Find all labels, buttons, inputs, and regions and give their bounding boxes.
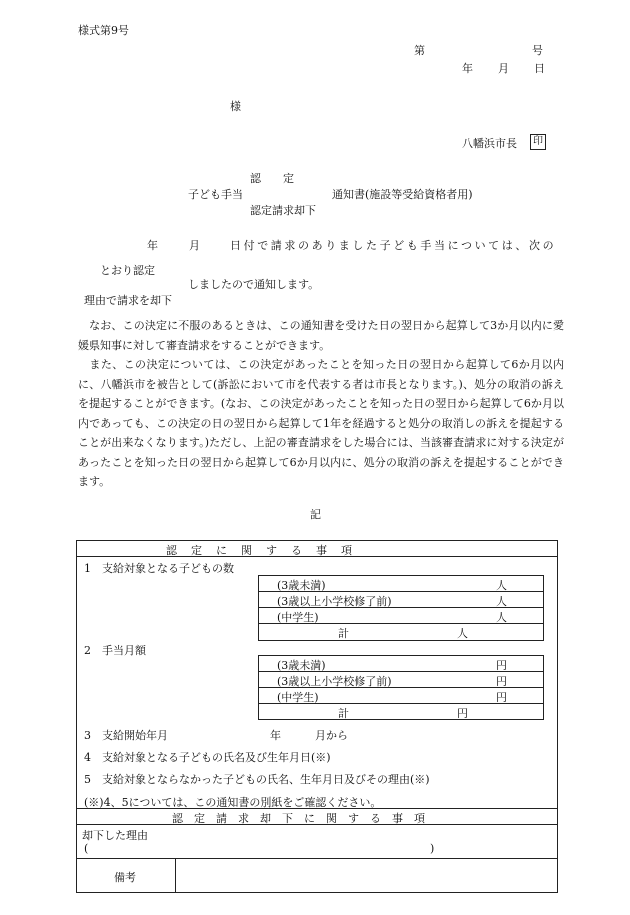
row-unit: 人	[496, 579, 507, 592]
divider	[175, 858, 176, 893]
row-label: (3歳未満)	[277, 579, 326, 592]
divider	[76, 824, 558, 825]
date-year: 年	[462, 62, 473, 75]
item-monthly-amount: 2 手当月額	[84, 644, 146, 657]
appeal-paragraph: なお、この決定に不服のあるときは、この通知書を受けた日の翌日から起算して3か月以内に愛媛県知事に対して審査請求をすることができます。	[78, 319, 564, 352]
table-row	[258, 607, 544, 624]
divider	[76, 858, 558, 859]
annex-note: (※)4、5については、この通知書の別紙をご確認ください。	[84, 796, 382, 809]
title-main-right: 通知書(施設等受給資格者用)	[332, 188, 473, 201]
table-row	[258, 575, 544, 592]
start-month: 月から	[315, 729, 348, 742]
body-year: 年	[147, 239, 158, 252]
divider	[258, 623, 544, 624]
addressee-suffix: 様	[230, 100, 241, 113]
amount-total-label: 計	[338, 707, 349, 720]
item-children-count: 1 支給対象となる子どもの数	[84, 562, 234, 575]
item-ineligible-children: 5 支給対象とならなかった子どもの氏名、生年月日及びその理由(※)	[84, 773, 430, 786]
row-label: (3歳以上小学校修了前)	[277, 595, 392, 608]
table-row	[258, 671, 544, 688]
body-month: 月	[189, 239, 200, 252]
body-option-reject: 理由で請求を却下	[84, 294, 172, 307]
row-unit: 人	[496, 611, 507, 624]
table-header-rejection: 認定請求却下に関する事項	[172, 812, 436, 825]
children-total-label: 計	[338, 627, 349, 640]
row-label: (中学生)	[277, 691, 319, 704]
title-option-reject: 認定請求却下	[250, 204, 316, 217]
table-row	[258, 591, 544, 608]
row-label: (3歳以上小学校修了前)	[277, 675, 392, 688]
ki-heading: 記	[310, 508, 321, 521]
remarks-label: 備考	[114, 871, 136, 884]
body-option-approve: とおり認定	[100, 264, 155, 277]
lawsuit-paragraph: また、この決定については、この決定があったことを知った日の翌日から起算して6か月以内に、八幡浜市を被告として(訴訟において市を代表する者は市長となります。)、処分の取消の訴えを提起することができます。(なお、この決定があったことを知った日の翌日から起算して6か月以内であっても、この決定の日の翌日から起算して1年を経過すると処分の取消しの訴えを提起することが出来なくなります。)ただし、上記の審査請求をした場合には、当該審査請求に対する決定があったことを知った日の翌日から起算して6か月以内に、処分の取消の訴えを提起することができます。	[78, 358, 564, 488]
body-line2: しましたので通知します。	[188, 278, 320, 291]
date-day: 日	[534, 62, 545, 75]
table-row	[258, 687, 544, 704]
divider	[76, 808, 558, 809]
form-number: 様式第9号	[78, 24, 129, 37]
doc-number-suffix: 号	[532, 44, 543, 57]
divider	[258, 703, 544, 704]
divider	[76, 556, 558, 557]
amount-total-unit: 円	[457, 707, 468, 720]
table-header-approval: 認定に関する事項	[166, 544, 366, 557]
doc-number-prefix: 第	[414, 44, 425, 57]
start-year: 年	[270, 729, 281, 742]
row-unit: 人	[496, 595, 507, 608]
item-start-month: 3 支給開始年月	[84, 729, 168, 742]
title-main-left: 子ども手当	[188, 188, 243, 201]
row-label: (3歳未満)	[277, 659, 326, 672]
rejection-reason-label: 却下した理由	[82, 829, 148, 842]
title-option-approve: 認 定	[250, 172, 294, 185]
seal-mark: 印	[530, 134, 546, 150]
date-month: 月	[498, 62, 509, 75]
paren-close: )	[430, 842, 435, 855]
item-eligible-children: 4 支給対象となる子どもの氏名及び生年月日(※)	[84, 751, 331, 764]
paren-open: (	[84, 842, 89, 855]
issuer-name: 八幡浜市長	[462, 137, 517, 150]
body-line1: 日付で請求のありました子ども手当については、次の	[230, 239, 557, 252]
children-total-unit: 人	[457, 627, 468, 640]
row-unit: 円	[496, 675, 507, 688]
row-label: (中学生)	[277, 611, 319, 624]
row-unit: 円	[496, 659, 507, 672]
row-unit: 円	[496, 691, 507, 704]
table-row	[258, 655, 544, 672]
